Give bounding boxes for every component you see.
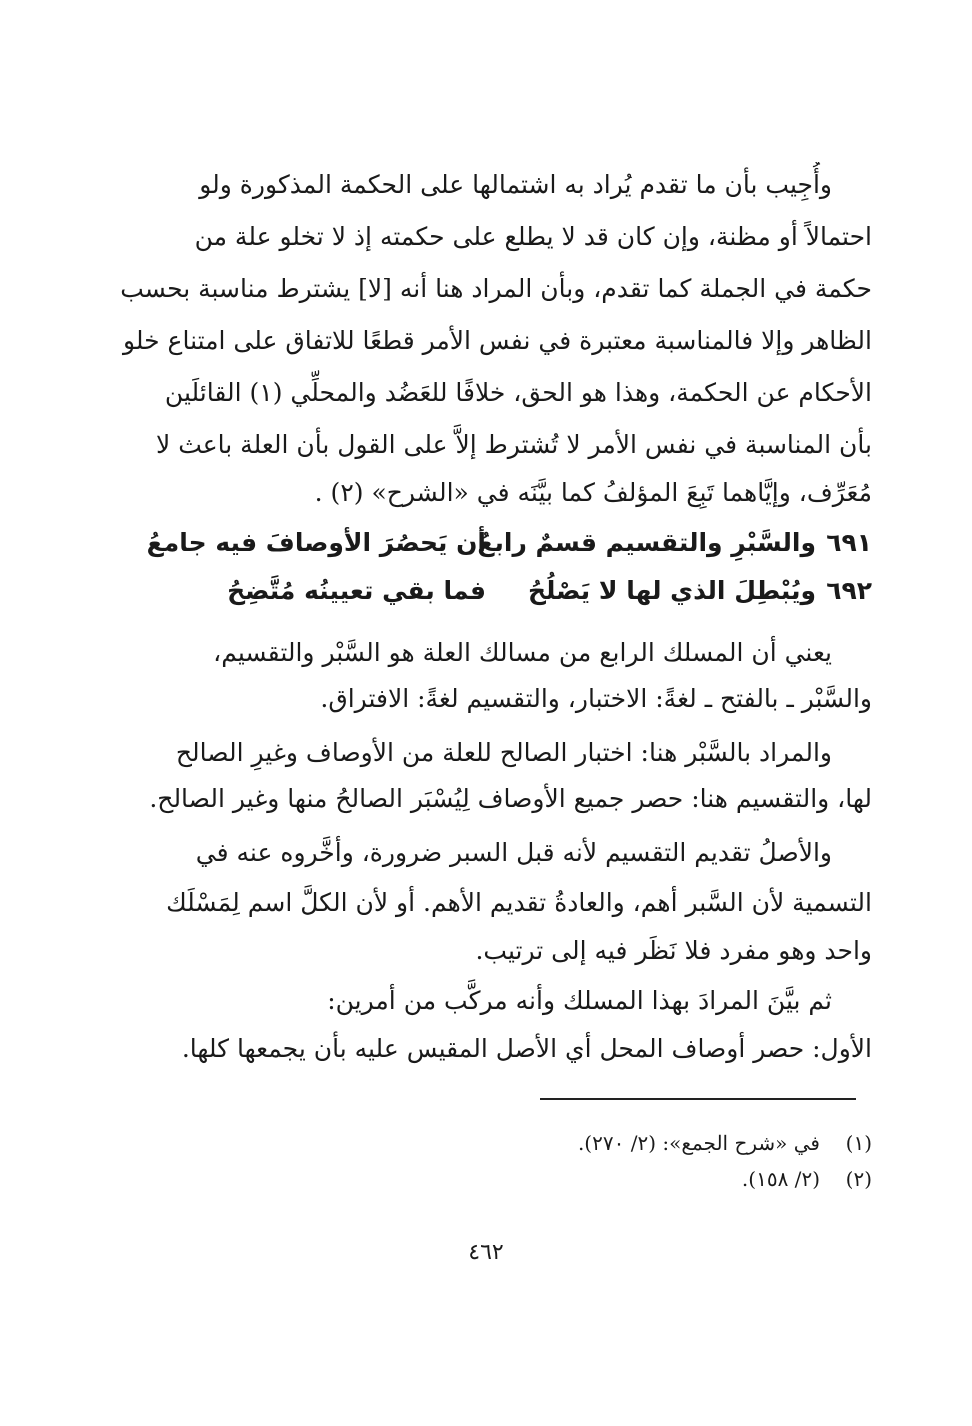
paragraph-line: والسَّبْر ـ بالفتح ـ لغةً: الاختبار، والتقسيم لغةً: الافتراق. [320, 684, 872, 713]
footnote-separator [540, 1098, 856, 1100]
page-number: ٤٦٢ [468, 1240, 504, 1265]
verse-number: ٦٩٢ [826, 576, 872, 605]
paragraph-line: لها، والتقسيم هنا: حصر جميع الأوصاف لِيُسْبَر الصالحُ منها وغير الصالح. [149, 784, 872, 813]
paragraph-line: ثم بيَّنَ المرادَ بهذا المسلك وأنه مركَّب من أمرين: [327, 986, 832, 1015]
paragraph-line: بأن المناسبة في نفس الأمر لا تُشترط إلاَّ على القول بأن العلة باعث لا [155, 430, 872, 459]
footnote-1 [300, 1126, 872, 1160]
verse-number: ٦٩١ [826, 528, 872, 557]
footnote-text: (٢/ ١٥٨). [741, 1167, 820, 1191]
paragraph-line: الأحكام عن الحكمة، وهذا هو الحق، خلافًا للعَضُد والمحلِّي (١) القائلَين [164, 378, 872, 407]
verse-hemistich-first: والسَّبْرِ والتقسيم قسمٌ رابعُ [477, 528, 816, 557]
paragraph-line: والمراد بالسَّبْر هنا: اختبار الصالح للعلة من الأوصاف وغيرِ الصالح [175, 738, 832, 767]
verse-hemistich-second: فما بقي تعيينُه مُتَّضِحُ [227, 576, 486, 605]
paragraph-line: مُعَرِّف، وإيَّاهما تَبِعَ المؤلفُ كما بيَّنَه في «الشرح» (٢) . [314, 478, 872, 507]
footnote-text: في «شرح الجمع»: (٢/ ٢٧٠). [577, 1131, 820, 1155]
paragraph-line: احتمالاً أو مظنة، وإن كان قد لا يطلع على حكمته إذ لا تخلو علة من [194, 222, 872, 251]
paragraph-line: الأول: حصر أوصاف المحل أي الأصل المقيس عليه بأن يجمعها كلها. [181, 1034, 872, 1063]
verse-hemistich-first: ويُبْطِلَ الذي لها لا يَصْلُحُ [527, 576, 816, 605]
paragraph-line: واحد وهو مفرد فلا نَظَر فيه إلى ترتيب. [475, 936, 872, 965]
footnote-2 [300, 1162, 872, 1196]
paragraph-line: التسمية لأن السَّبر أهم، والعادةُ تقديم الأهم. أو لأن الكلَّ اسم لِمَسْلَك [166, 888, 872, 917]
verse-hemistich-second: أن يَحصُرَ الأوصافَ فيه جامعُ [146, 528, 486, 557]
verse-692 [92, 568, 872, 614]
paragraph-line: والأصلُ تقديم التقسيم لأنه قبل السبر ضرورة، وأخَّروه عنه في [195, 838, 832, 867]
verse-691 [92, 520, 872, 566]
footnote-number: (٢) [845, 1167, 872, 1191]
paragraph-line: وأُجِيب بأن ما تقدم يُراد به اشتمالها على الحكمة المذكورة ولو [199, 170, 832, 199]
footnote-number: (١) [845, 1131, 872, 1155]
paragraph-line: حكمة في الجملة كما تقدم، وبأن المراد هنا أنه [لا] يشترط مناسبة بحسب [120, 274, 872, 303]
paragraph-line: يعني أن المسلك الرابع من مسالك العلة هو السَّبْر والتقسيم، [213, 638, 832, 667]
paragraph-line: الظاهر وإلا فالمناسبة معتبرة في نفس الأمر قطعًا للاتفاق على امتناع خلو [122, 326, 872, 355]
